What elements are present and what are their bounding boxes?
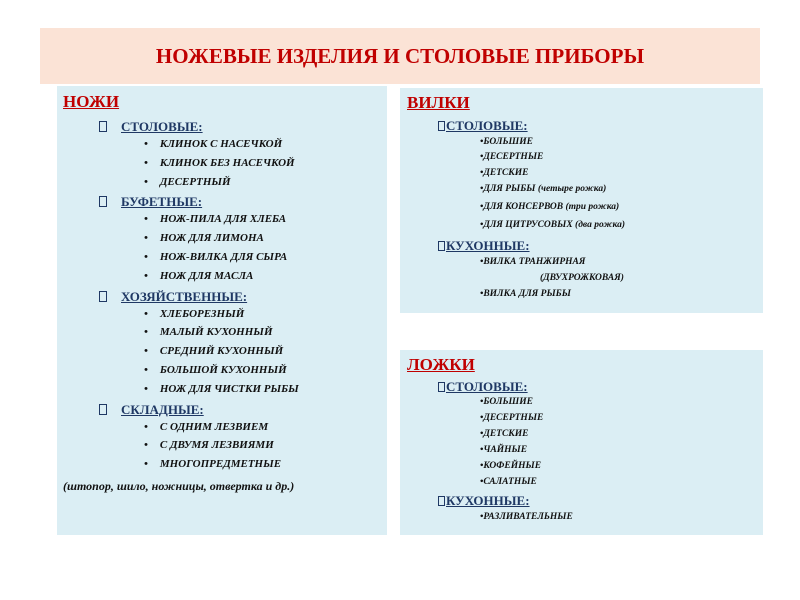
bullet-icon: • bbox=[480, 220, 484, 230]
bullet-icon: • bbox=[144, 458, 148, 471]
note-text bbox=[63, 479, 294, 494]
list-item-text: НОЖ ДЛЯ МАСЛА bbox=[159, 269, 254, 282]
list-item-text: НОЖ-ВИЛКА ДЛЯ СЫРА bbox=[159, 251, 288, 263]
list-item-text: ВИЛКА ДЛЯ РЫБЫ bbox=[483, 289, 571, 299]
list-item bbox=[144, 326, 273, 338]
list-item-text: КОФЕЙНЫЕ bbox=[483, 461, 542, 471]
list-item bbox=[144, 439, 274, 451]
list-item bbox=[144, 213, 286, 225]
bullet-icon: • bbox=[144, 156, 148, 169]
category-label bbox=[438, 118, 528, 134]
bullet-icon: • bbox=[480, 257, 484, 267]
bullet-icon: • bbox=[480, 477, 484, 487]
category-label bbox=[99, 194, 202, 210]
category-label-text: КУХОННЫЕ: bbox=[446, 493, 530, 508]
square-bullet-icon bbox=[99, 291, 107, 302]
category-label bbox=[438, 379, 528, 395]
list-item bbox=[480, 397, 533, 407]
bullet-icon: • bbox=[480, 152, 484, 162]
list-item-text: ДЛЯ РЫБЫ (четыре рожка) bbox=[483, 184, 607, 194]
bullet-icon: • bbox=[144, 232, 148, 245]
bullet-icon: • bbox=[480, 445, 484, 455]
bullet-icon: • bbox=[144, 326, 148, 339]
bullet-icon: • bbox=[144, 345, 148, 358]
bullet-icon: • bbox=[144, 439, 148, 452]
list-item bbox=[480, 512, 573, 522]
list-item-text: КЛИНОК БЕЗ НАСЕЧКОЙ bbox=[159, 156, 295, 169]
list-item-text: ДЕСЕРТНЫЙ bbox=[159, 175, 231, 188]
bullet-icon: • bbox=[144, 213, 148, 226]
bullet-icon: • bbox=[144, 420, 148, 433]
list-item bbox=[480, 413, 543, 423]
bullet-icon: • bbox=[144, 138, 148, 150]
section-heading bbox=[407, 355, 475, 375]
category-label-text: БУФЕТНЫЕ: bbox=[121, 194, 203, 210]
list-item-text: ДЛЯ КОНСЕРВОВ (три рожка) bbox=[483, 202, 620, 212]
list-item-text: НОЖ ДЛЯ ЛИМОНА bbox=[159, 232, 264, 245]
square-bullet-icon bbox=[99, 404, 107, 415]
list-item-text: МНОГОПРЕДМЕТНЫЕ bbox=[159, 458, 282, 471]
list-item bbox=[144, 383, 299, 395]
category-label-text: ХОЗЯЙСТВЕННЫЕ: bbox=[121, 288, 248, 304]
list-item-text: (ДВУХРОЖКОВАЯ) bbox=[540, 273, 624, 283]
bullet-icon: • bbox=[480, 512, 484, 522]
list-item bbox=[144, 458, 281, 470]
list-item-text: ДЕСЕРТНЫЕ bbox=[483, 152, 544, 162]
list-item bbox=[144, 232, 264, 244]
list-item bbox=[144, 138, 282, 150]
list-item-text: ДЛЯ ЦИТРУСОВЫХ (два рожка) bbox=[483, 220, 626, 230]
category-label bbox=[99, 402, 204, 418]
list-item bbox=[480, 152, 543, 162]
bullet-icon: • bbox=[480, 429, 484, 439]
category-label bbox=[99, 289, 247, 305]
list-item bbox=[480, 289, 571, 299]
list-item bbox=[144, 345, 283, 357]
square-bullet-icon bbox=[99, 196, 107, 207]
list-item bbox=[144, 270, 253, 282]
list-item-text: ХЛЕБОРЕЗНЫЙ bbox=[159, 307, 245, 320]
list-item bbox=[480, 137, 533, 147]
list-item-text: ЧАЙНЫЕ bbox=[483, 445, 528, 455]
category-label-text: КУХОННЫЕ: bbox=[446, 238, 530, 253]
category-label-text: СТОЛОВЫЕ: bbox=[121, 119, 203, 134]
bullet-icon: • bbox=[144, 251, 148, 263]
list-item bbox=[480, 184, 606, 194]
category-label bbox=[438, 238, 530, 254]
list-item-text: ДЕТСКИЕ bbox=[483, 168, 529, 178]
list-item bbox=[480, 461, 541, 471]
category-label-text: СТОЛОВЫЕ: bbox=[446, 379, 528, 394]
list-item-text: НОЖ-ПИЛА ДЛЯ ХЛЕБА bbox=[159, 213, 287, 226]
list-item bbox=[144, 421, 268, 433]
list-item bbox=[480, 429, 528, 439]
forks-panel bbox=[400, 88, 763, 313]
list-item-text: САЛАТНЫЕ bbox=[483, 477, 537, 487]
list-item-text: БОЛЬШИЕ bbox=[483, 397, 533, 407]
list-item bbox=[480, 168, 528, 178]
bullet-icon: • bbox=[144, 307, 148, 320]
list-item bbox=[144, 157, 295, 169]
bullet-icon: • bbox=[480, 461, 484, 471]
list-item-text: ДЕСЕРТНЫЕ bbox=[483, 413, 544, 423]
bullet-icon: • bbox=[480, 397, 484, 407]
section-heading-text: НОЖИ bbox=[63, 92, 120, 111]
list-item bbox=[540, 273, 624, 283]
list-item-text: КЛИНОК С НАСЕЧКОЙ bbox=[159, 138, 283, 150]
list-item-text: С ОДНИМ ЛЕЗВИЕМ bbox=[159, 420, 269, 433]
bullet-icon: • bbox=[144, 175, 148, 188]
square-bullet-icon bbox=[438, 496, 445, 506]
list-item bbox=[144, 308, 244, 320]
square-bullet-icon bbox=[438, 382, 445, 392]
list-item bbox=[480, 220, 625, 230]
list-item bbox=[480, 477, 537, 487]
list-item-text: БОЛЬШИЕ bbox=[483, 137, 533, 147]
section-heading bbox=[407, 93, 470, 113]
square-bullet-icon bbox=[438, 121, 445, 131]
bullet-icon: • bbox=[480, 184, 484, 194]
list-item-text: МАЛЫЙ КУХОННЫЙ bbox=[159, 326, 273, 339]
bullet-icon: • bbox=[144, 364, 148, 376]
bullet-icon: • bbox=[480, 202, 484, 212]
category-label-text: СТОЛОВЫЕ: bbox=[446, 118, 528, 133]
list-item bbox=[144, 364, 287, 376]
list-item-text: НОЖ ДЛЯ ЧИСТКИ РЫБЫ bbox=[159, 382, 299, 395]
knives-panel bbox=[57, 86, 387, 535]
category-label bbox=[438, 493, 530, 509]
list-item bbox=[480, 257, 585, 267]
list-item bbox=[144, 251, 287, 263]
list-item bbox=[144, 176, 231, 188]
spoons-panel bbox=[400, 350, 763, 535]
note-text-text: (штопор, шило, ножницы, отвертка и др.) bbox=[63, 479, 295, 493]
list-item-text: РАЗЛИВАТЕЛЬНЫЕ bbox=[483, 512, 573, 522]
section-heading bbox=[63, 92, 119, 112]
category-label-text: СКЛАДНЫЕ: bbox=[121, 401, 204, 417]
bullet-icon: • bbox=[480, 289, 484, 299]
bullet-icon: • bbox=[480, 413, 484, 423]
bullet-icon: • bbox=[480, 168, 484, 178]
list-item-text: ВИЛКА ТРАНЖИРНАЯ bbox=[483, 257, 586, 267]
category-label bbox=[99, 119, 203, 135]
square-bullet-icon bbox=[438, 241, 445, 251]
list-item bbox=[480, 202, 619, 212]
bullet-icon: • bbox=[144, 382, 148, 395]
list-item-text: С ДВУМЯ ЛЕЗВИЯМИ bbox=[159, 439, 274, 452]
bullet-icon: • bbox=[144, 269, 148, 282]
list-item-text: БОЛЬШОЙ КУХОННЫЙ bbox=[159, 364, 287, 376]
list-item bbox=[480, 445, 527, 455]
slide-title: НОЖЕВЫЕ ИЗДЕЛИЯ И СТОЛОВЫЕ ПРИБОРЫ bbox=[40, 28, 760, 84]
square-bullet-icon bbox=[99, 121, 107, 132]
section-heading-text: ЛОЖКИ bbox=[407, 355, 475, 374]
section-heading-text: ВИЛКИ bbox=[407, 93, 470, 112]
list-item-text: СРЕДНИЙ КУХОННЫЙ bbox=[159, 345, 284, 358]
bullet-icon: • bbox=[480, 137, 484, 147]
list-item-text: ДЕТСКИЕ bbox=[483, 429, 529, 439]
